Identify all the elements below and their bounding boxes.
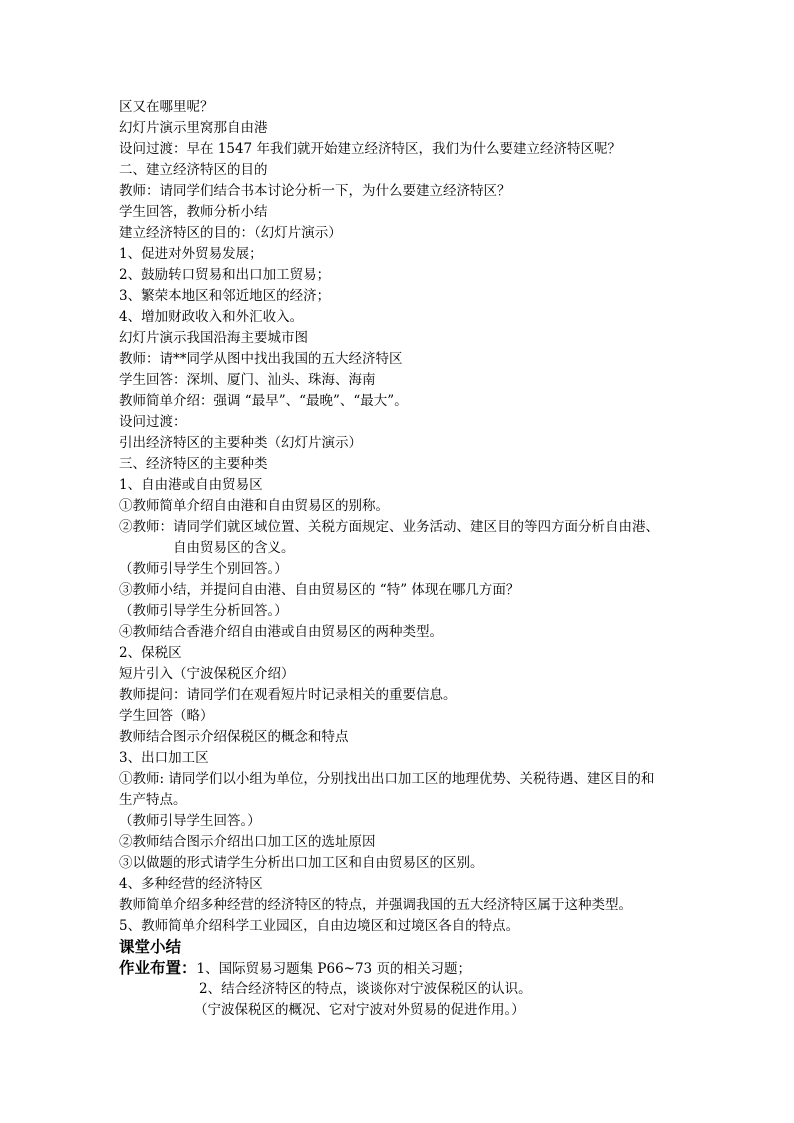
list-item: 2、鼓励转口贸易和出口加工贸易； — [119, 267, 331, 283]
list-item: ①教师: 请同学们以小组为单位，分别找出出口加工区的地理优势、关税待遇、建区目的和 — [119, 771, 655, 787]
homework-item: 1、国际贸易习题集 P66~73 页的相关习题； — [196, 961, 471, 977]
subsection-heading: 3、出口加工区 — [119, 750, 209, 766]
subsection-heading: 2、保税区 — [119, 645, 182, 661]
text-line: （教师引导学生回答。） — [119, 813, 261, 829]
text-line: 教师：请同学们结合书本讨论分析一下，为什么要建立经济特区？ — [119, 183, 511, 199]
section-heading: 三、经济特区的主要种类 — [119, 456, 268, 472]
summary-heading: 课堂小结 — [119, 938, 182, 956]
subsection-heading: 4、多种经营的经济特区 — [119, 876, 263, 892]
text-line: 5、教师简单介绍科学工业园区，自由边境区和过境区各自的特点。 — [119, 918, 520, 934]
text-line: 幻灯片演示我国沿海主要城市图 — [119, 330, 308, 346]
text-line: 学生回答（略） — [119, 708, 214, 724]
homework-item: 2、结合经济特区的特点，谈谈你对宁波保税区的认识。 — [199, 981, 532, 997]
list-item: ②教师结合图示介绍出口加工区的选址原因 — [119, 834, 376, 850]
list-item: ②教师：请同学们就区域位置、关税方面规定、业务活动、建区目的等四方面分析自由港、 — [119, 519, 659, 535]
list-item: ①教师简单介绍自由港和自由贸易区的别称。 — [119, 498, 389, 514]
homework-item: （宁波保税区的概况、它对宁波对外贸易的促进作用。） — [194, 1002, 525, 1018]
text-line: 教师结合图示介绍保税区的概念和特点 — [119, 729, 349, 745]
text-line: （教师引导学生个别回答。） — [119, 561, 288, 577]
homework-row — [119, 958, 471, 978]
text-line: 设问过渡： — [119, 414, 187, 430]
text-line: 教师提问：请同学们在观看短片时记录相关的重要信息。 — [119, 687, 457, 703]
list-item: 3、繁荣本地区和邻近地区的经济； — [119, 288, 331, 304]
text-line: 幻灯片演示里窝那自由港 — [119, 120, 268, 136]
list-item: ④教师结合香港介绍自由港或自由贸易区的两种类型。 — [119, 624, 443, 640]
text-line: 教师简单介绍：强调 “最早”、“最晚”、“最大”。 — [119, 393, 408, 409]
list-item: ③以做题的形式请学生分析出口加工区和自由贸易区的区别。 — [119, 855, 484, 871]
text-line: 建立经济特区的目的：（幻灯片演示） — [119, 225, 342, 241]
text-line: 设问过渡：早在 1547 年我们就开始建立经济特区，我们为什么要建立经济特区呢？ — [119, 141, 621, 157]
text-line: 教师：请**同学从图中找出我国的五大经济特区 — [119, 351, 403, 367]
text-line: 短片引入（宁波保税区介绍） — [119, 666, 295, 682]
list-item: 4、增加财政收入和外汇收入。 — [119, 309, 304, 325]
text-line: 区又在哪里呢？ — [119, 99, 214, 115]
list-item: ③教师小结，并提问自由港、自由贸易区的 “特” 体现在哪几方面？ — [119, 582, 520, 598]
text-line: 教师简单介绍多种经营的经济特区的特点，并强调我国的五大经济特区属于这种类型。 — [119, 897, 632, 913]
text-line: 引出经济特区的主要种类（幻灯片演示） — [119, 435, 362, 451]
text-line: （教师引导学生分析回答。） — [119, 603, 288, 619]
list-item-continuation: 自由贸易区的含义。 — [119, 540, 295, 556]
homework-label: 作业布置： — [119, 959, 197, 977]
list-item: 1、促进对外贸易发展； — [119, 246, 263, 262]
subsection-heading: 1、自由港或自由贸易区 — [119, 477, 263, 493]
text-line: 学生回答，教师分析小结 — [119, 204, 268, 220]
text-line: 学生回答：深圳、厦门、汕头、珠海、海南 — [119, 372, 376, 388]
section-heading: 二、建立经济特区的目的 — [119, 162, 268, 178]
list-item-continuation: 生产特点。 — [119, 792, 187, 808]
